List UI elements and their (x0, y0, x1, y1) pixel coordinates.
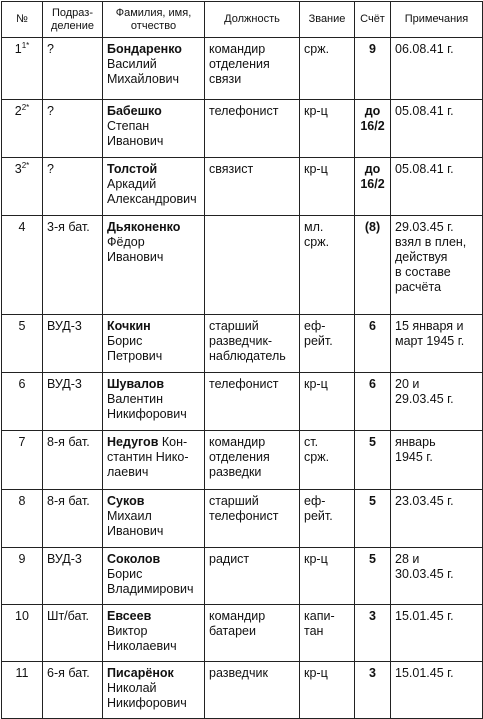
cell-unit (43, 431, 103, 490)
cell-notes (391, 431, 483, 490)
name-line: Иванович (107, 134, 164, 148)
cell-rank (300, 605, 355, 662)
name-line: Аркадий (107, 177, 157, 191)
cell-rank (300, 158, 355, 216)
row-number: 4 (18, 220, 26, 234)
cell-unit (43, 158, 103, 216)
cell-rank (300, 100, 355, 158)
surname: Бабешко (107, 104, 162, 118)
note-line: 05.08.41 г. (395, 162, 454, 176)
score-line: 3 (369, 666, 376, 680)
note-line: 05.08.41 г. (395, 104, 454, 118)
position-line: разведчик- (209, 334, 273, 348)
name-line: Иванович (107, 250, 164, 264)
note-line: 30.03.45 г. (395, 567, 454, 581)
cell-rank (300, 373, 355, 431)
cell-score (355, 431, 391, 490)
row-number: 6 (18, 377, 26, 391)
cell-position (205, 216, 300, 315)
unit-text: Шт/бат. (47, 609, 90, 623)
cell-rank (300, 315, 355, 373)
cell-notes (391, 315, 483, 373)
records-table (1, 1, 483, 719)
cell-notes (391, 100, 483, 158)
rank-line: кр-ц (304, 666, 328, 680)
surname-line (107, 609, 200, 624)
cell-name (103, 548, 205, 605)
cell-name (103, 373, 205, 431)
cell-notes (391, 38, 483, 100)
table-row (2, 158, 483, 216)
table-row (2, 38, 483, 100)
surname-line (107, 319, 200, 334)
cell-number (2, 158, 43, 216)
row-number: 1 (14, 42, 22, 56)
position-line: отделения (209, 450, 270, 464)
cell-position (205, 431, 300, 490)
rank-line: еф- (304, 319, 326, 333)
cell-rank (300, 548, 355, 605)
cell-position (205, 158, 300, 216)
surname: Шувалов (107, 377, 165, 391)
cell-rank (300, 216, 355, 315)
cell-name (103, 662, 205, 719)
rank-line: капи- (304, 609, 335, 623)
position-line: наблюдатель (209, 349, 286, 363)
rank-line: еф- (304, 494, 326, 508)
table-row (2, 216, 483, 315)
rank-line: рейт. (304, 334, 333, 348)
surname-line (107, 435, 200, 450)
name-continuation: Кон- (158, 435, 188, 449)
position-line: связист (209, 162, 254, 176)
name-line: Борис (107, 567, 143, 581)
surname: Соколов (107, 552, 161, 566)
header-notes: Примечания (391, 2, 483, 38)
surname: Толстой (107, 162, 158, 176)
score-line: 16/2 (360, 119, 385, 133)
cell-unit (43, 100, 103, 158)
position-line: телефонист (209, 377, 279, 391)
cell-notes (391, 373, 483, 431)
cell-number (2, 216, 43, 315)
row-number: 7 (18, 435, 26, 449)
header-rank: Звание (300, 2, 355, 38)
cell-name (103, 431, 205, 490)
unit-text: 8-я бат. (47, 494, 90, 508)
header-num: № (2, 2, 43, 38)
cell-name (103, 315, 205, 373)
note-line: 06.08.41 г. (395, 42, 454, 56)
note-line: 29.03.45 г. (395, 392, 454, 406)
surname: Евсеев (107, 609, 152, 623)
score-line: (8) (364, 220, 381, 234)
score-line: 6 (369, 377, 376, 391)
note-line: расчёта (395, 280, 442, 294)
name-line: Михайлович (107, 72, 179, 86)
cell-number (2, 100, 43, 158)
rank-line: кр-ц (304, 104, 328, 118)
cell-name (103, 605, 205, 662)
cell-unit (43, 373, 103, 431)
cell-unit (43, 662, 103, 719)
table-row (2, 431, 483, 490)
cell-score (355, 662, 391, 719)
surname-line (107, 494, 200, 509)
note-line: 1945 г. (395, 450, 433, 464)
cell-position (205, 605, 300, 662)
rank-line: кр-ц (304, 552, 328, 566)
cell-name (103, 100, 205, 158)
cell-score (355, 100, 391, 158)
name-line: лаевич (107, 465, 149, 479)
score-line: 5 (369, 435, 376, 449)
footnote-mark: 2* (21, 102, 30, 112)
cell-number (2, 431, 43, 490)
cell-number (2, 605, 43, 662)
cell-position (205, 315, 300, 373)
table-row (2, 548, 483, 605)
unit-text: 6-я бат. (47, 666, 90, 680)
cell-number (2, 662, 43, 719)
score-line: до (364, 104, 381, 118)
cell-notes (391, 216, 483, 315)
note-line: действуя (395, 250, 448, 264)
note-line: взял в плен, (395, 235, 467, 249)
name-line: Степан (107, 119, 150, 133)
row-number: 3 (14, 162, 22, 176)
unit-text: ВУД-3 (47, 319, 82, 333)
table-row (2, 373, 483, 431)
surname-line (107, 42, 200, 57)
name-line: Никифорович (107, 407, 187, 421)
name-line: стантин Нико- (107, 450, 189, 464)
cell-score (355, 490, 391, 548)
cell-rank (300, 662, 355, 719)
row-number: 2 (14, 104, 22, 118)
cell-score (355, 158, 391, 216)
row-number: 5 (18, 319, 26, 333)
cell-name (103, 158, 205, 216)
position-line: телефонист (209, 104, 279, 118)
row-number: 10 (15, 609, 29, 623)
cell-number (2, 373, 43, 431)
surname-line (107, 666, 200, 681)
rank-line: кр-ц (304, 162, 328, 176)
row-number: 9 (18, 552, 26, 566)
surname-line (107, 220, 200, 235)
unit-text: ? (47, 162, 54, 176)
name-line: Фёдор (107, 235, 145, 249)
surname-line (107, 104, 200, 119)
surname-line (107, 162, 200, 177)
cell-number (2, 38, 43, 100)
cell-notes (391, 605, 483, 662)
position-line: отделения (209, 57, 270, 71)
score-line: 6 (369, 319, 376, 333)
cell-unit (43, 38, 103, 100)
unit-text: ВУД-3 (47, 377, 82, 391)
rank-line: тан (304, 624, 324, 638)
position-line: радист (209, 552, 250, 566)
name-line: Михаил (107, 509, 152, 523)
position-line: связи (209, 72, 242, 86)
name-line: Александрович (107, 192, 197, 206)
cell-unit (43, 216, 103, 315)
cell-position (205, 548, 300, 605)
header-row (2, 2, 483, 38)
surname-line (107, 377, 200, 392)
note-line: 28 и (395, 552, 420, 566)
note-line: 15.01.45 г. (395, 666, 454, 680)
header-position: Должность (205, 2, 300, 38)
rank-line: срж. (304, 450, 330, 464)
footnote-mark: 1* (21, 40, 30, 50)
name-line: Николаевич (107, 639, 177, 653)
unit-text: ? (47, 42, 54, 56)
score-line: до (364, 162, 381, 176)
note-line: март 1945 г. (395, 334, 465, 348)
position-line: телефонист (209, 509, 279, 523)
cell-rank (300, 431, 355, 490)
note-line: 23.03.45 г. (395, 494, 454, 508)
surname-line (107, 552, 200, 567)
row-number: 8 (18, 494, 26, 508)
cell-number (2, 548, 43, 605)
header-unit: Подраз- деление (43, 2, 103, 38)
cell-notes (391, 158, 483, 216)
position-line: старший (209, 494, 259, 508)
name-line: Василий (107, 57, 157, 71)
header-name: Фамилия, имя, отчество (103, 2, 205, 38)
cell-score (355, 373, 391, 431)
name-line: Никифорович (107, 696, 187, 710)
unit-text: 3-я бат. (47, 220, 90, 234)
name-line: Петрович (107, 349, 163, 363)
header-score: Счёт (355, 2, 391, 38)
cell-notes (391, 548, 483, 605)
cell-unit (43, 605, 103, 662)
cell-name (103, 216, 205, 315)
cell-position (205, 373, 300, 431)
table-row (2, 315, 483, 373)
surname: Писарёнок (107, 666, 174, 680)
note-line: 20 и (395, 377, 420, 391)
name-line: Николай (107, 681, 157, 695)
cell-score (355, 38, 391, 100)
surname: Кочкин (107, 319, 151, 333)
surname: Бондаренко (107, 42, 182, 56)
position-line: батареи (209, 624, 256, 638)
cell-unit (43, 315, 103, 373)
name-line: Виктор (107, 624, 148, 638)
cell-unit (43, 548, 103, 605)
name-line: Борис (107, 334, 143, 348)
surname: Суков (107, 494, 145, 508)
cell-notes (391, 662, 483, 719)
cell-name (103, 490, 205, 548)
cell-position (205, 38, 300, 100)
position-line: разведчик (209, 666, 268, 680)
rank-line: мл. (304, 220, 324, 234)
cell-position (205, 662, 300, 719)
rank-line: рейт. (304, 509, 333, 523)
cell-notes (391, 490, 483, 548)
name-line: Валентин (107, 392, 164, 406)
table-row (2, 605, 483, 662)
note-line: 15 января и (395, 319, 464, 333)
position-line: старший (209, 319, 259, 333)
cell-position (205, 100, 300, 158)
score-line: 16/2 (360, 177, 385, 191)
cell-position (205, 490, 300, 548)
score-line: 5 (369, 494, 376, 508)
surname: Дьяконенко (107, 220, 181, 234)
position-line: командир (209, 42, 266, 56)
rank-line: срж. (304, 42, 330, 56)
cell-number (2, 315, 43, 373)
score-line: 5 (369, 552, 376, 566)
note-line: 15.01.45 г. (395, 609, 454, 623)
note-line: в составе (395, 265, 451, 279)
cell-number (2, 490, 43, 548)
position-line: разведки (209, 465, 262, 479)
rank-line: срж. (304, 235, 330, 249)
cell-score (355, 315, 391, 373)
cell-rank (300, 38, 355, 100)
name-line: Владимирович (107, 582, 194, 596)
row-number: 11 (15, 666, 29, 680)
rank-line: ст. (304, 435, 319, 449)
note-line: январь (395, 435, 436, 449)
score-line: 9 (369, 42, 376, 56)
table-row (2, 100, 483, 158)
footnote-mark: 2* (21, 160, 30, 170)
position-line: командир (209, 609, 266, 623)
position-line: командир (209, 435, 266, 449)
rank-line: кр-ц (304, 377, 328, 391)
surname: Недугов (107, 435, 159, 449)
cell-score (355, 548, 391, 605)
unit-text: ВУД-3 (47, 552, 82, 566)
cell-rank (300, 490, 355, 548)
cell-unit (43, 490, 103, 548)
table-row (2, 490, 483, 548)
unit-text: 8-я бат. (47, 435, 90, 449)
note-line: 29.03.45 г. (395, 220, 454, 234)
unit-text: ? (47, 104, 54, 118)
cell-score (355, 216, 391, 315)
table-row (2, 662, 483, 719)
name-line: Иванович (107, 524, 164, 538)
cell-name (103, 38, 205, 100)
cell-score (355, 605, 391, 662)
score-line: 3 (369, 609, 376, 623)
